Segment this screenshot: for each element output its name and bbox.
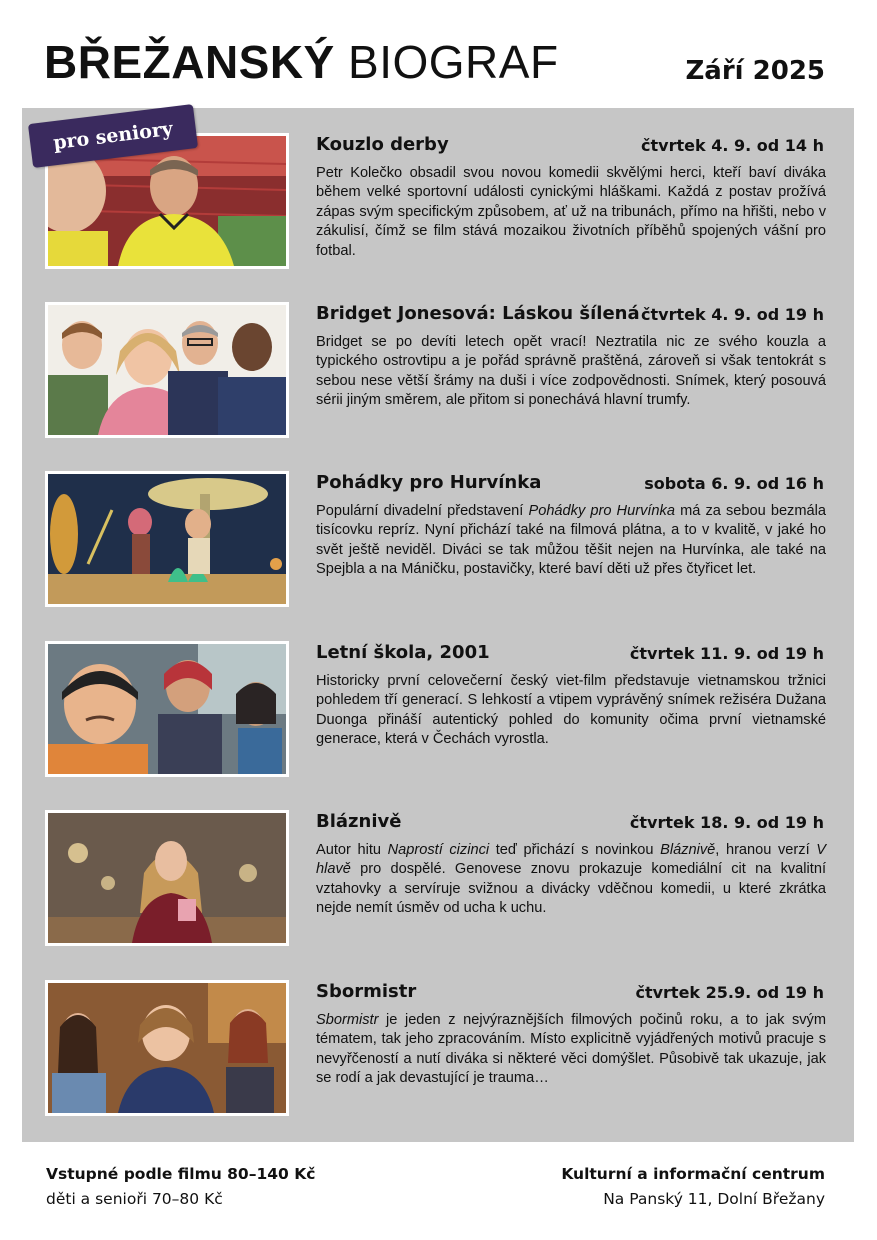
film-description: Bridget se po devíti letech opět vrací! Neztratila nic ze svého kouzla a typického ostrovtipu a je pořád správně praštěná, zároveň si však tentokrát s sebou nese větší šrámy na duši i více zodpovědnosti. Snímek, který posouvá sérii jiným směrem, ale přitom si ponechává hlavní trumfy.: [316, 334, 826, 409]
desc-part: teď přichází s novinkou: [489, 842, 661, 858]
desc-italic: Pohádky pro Hurvínka: [528, 503, 675, 519]
film-date: sobota 6. 9. od 16 h: [644, 474, 824, 493]
film-date: čtvrtek 11. 9. od 19 h: [629, 644, 824, 663]
film-entry-sbormistr: [22, 955, 854, 1095]
film-entry-kouzlo-derby: [22, 108, 854, 259]
film-description: [316, 502, 826, 580]
desc-part: , hranou verzí: [715, 842, 817, 858]
film-entry-bridget-jones: [22, 277, 854, 417]
program-panel: [22, 108, 854, 1142]
desc-italic: Naprostí cizinci: [387, 842, 490, 858]
film-date: čtvrtek 18. 9. od 19 h: [629, 813, 824, 832]
film-title: Pohádky pro Hurvínka: [316, 472, 542, 493]
price-main: Vstupné podle filmu 80–140 Kč: [46, 1165, 316, 1183]
program-month: Září 2025: [685, 56, 825, 86]
desc-part: Autor hitu: [316, 842, 388, 858]
venue-info: [561, 1162, 825, 1212]
film-poster: [45, 641, 289, 777]
venue-name: Kulturní a informační centrum: [561, 1165, 825, 1183]
film-poster: [45, 810, 289, 946]
film-date: čtvrtek 25.9. od 19 h: [635, 983, 824, 1002]
desc-part: má za sebou bezmála tisícovku repríz. Nyní přichází také na filmová plátna, a to v kvalitě, v jaké ho svět ještě neviděl. Diváci se tak můžou těšit nejen na Hurvínka, ale také na Spejbla a na Máničku, postavičky, které baví děti už přes čtyřicet let.: [316, 503, 826, 578]
senior-badge: pro seniory: [28, 104, 198, 168]
film-description: Petr Kolečko obsadil svou novou komedii skvělými herci, kteří baví diváka během velké sportovní události cynickými hláškami. Každá z postav prožívá zápas svým specifickým způsobem, ať už na tribunách, přímo na hřišti, nebo v zákulisí, čímž se film stává mozaikou životních příběhů spojených vášní pro fotbal.: [316, 165, 826, 259]
page-header: [0, 0, 877, 108]
desc-italic: Sbormistr: [316, 1012, 379, 1028]
venue-address: Na Panský 11, Dolní Břežany: [603, 1190, 825, 1208]
desc-part: je jeden z nejvýraznějších filmových počinů roku, a to jak svým tématem, tak jeho zpracováním. Místo explicitně vyjádřených motivů pracuje s nevyřčeností a nutí diváka si některé věci domýšlet. Působivě tak ukazuje, jak se rodí a jak devastující je trauma…: [316, 1012, 826, 1087]
poster-image-cast: [48, 305, 286, 435]
film-title: Sbormistr: [316, 981, 417, 1002]
film-date: čtvrtek 4. 9. od 14 h: [641, 136, 824, 155]
brand-bold: BŘEŽANSKÝ: [44, 36, 335, 88]
film-title: Bláznivě: [316, 811, 402, 832]
film-title: Letní škola, 2001: [316, 642, 490, 663]
film-entry-hurvinek: [22, 446, 854, 586]
price-reduced: děti a senioři 70–80 Kč: [46, 1190, 223, 1208]
poster-image-car: [48, 644, 286, 774]
desc-italic: Bláznivě: [660, 842, 716, 858]
film-title: Bridget Jonesová: Láskou šílená: [316, 303, 640, 324]
film-entry-letni-skola: [22, 616, 854, 756]
desc-part: Populární divadelní představení: [316, 503, 529, 519]
ticket-prices: [46, 1162, 315, 1212]
poster-image-restaurant: [48, 813, 286, 943]
film-description: [316, 841, 826, 919]
film-entry-blaznive: [22, 785, 854, 925]
desc-italic: V hlavě: [316, 842, 826, 878]
film-poster: [45, 471, 289, 607]
film-poster: [45, 980, 289, 1116]
film-description: [316, 1011, 826, 1089]
desc-part: pro dospělé. Genovese znovu prokazuje komediální cit na kvalitní vztahovky a servíruje svižnou a divácky vděčnou komedii, u které zkrátka nejde nemít úsměv od ucha k uchu.: [316, 861, 826, 917]
brand-light: BIOGRAF: [348, 36, 559, 88]
film-poster: [45, 302, 289, 438]
poster-image-choir: [48, 983, 286, 1113]
film-date: čtvrtek 4. 9. od 19 h: [641, 305, 824, 324]
film-title: Kouzlo derby: [316, 134, 449, 155]
poster-image-puppets: [48, 474, 286, 604]
film-description: Historicky první celovečerní český viet-film představuje vietnamskou tržnici pohledem tří generací. S lehkostí a vtipem vyprávěný snímek režiséra Dužana Duonga přináší autentický pohled do komunity očima první vietnamské generace, která v Čechách vyrostla.: [316, 673, 826, 748]
brand-title: [44, 36, 559, 88]
